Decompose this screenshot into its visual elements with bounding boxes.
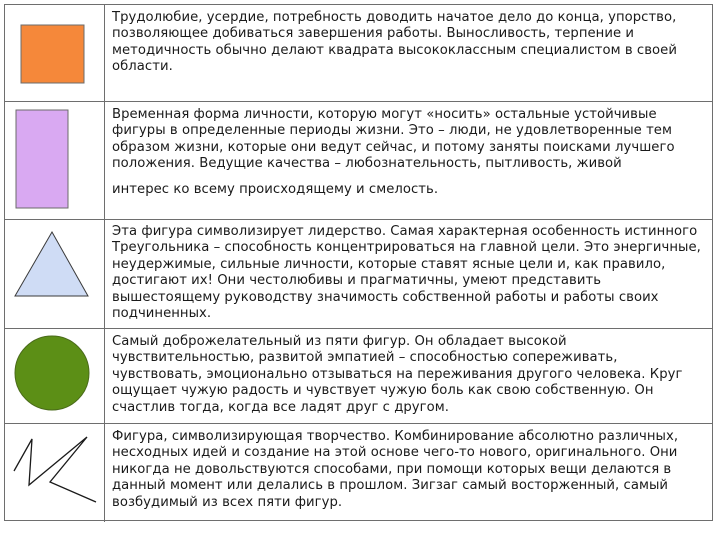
circle-shape xyxy=(5,329,105,424)
description-text xyxy=(112,429,708,511)
square-description: Трудолюбие, усердие, потребность доводить начатое дело до конца, упорство, позволяющее добиваться завершения работы. Выносливость, терпение и методичность обычно делают квадрата высококлассным специалистом в своей области. xyxy=(112,10,677,75)
circle-icon xyxy=(15,336,89,410)
triangle-description: Эта фигура символизирует лидерство. Самая характерная особенность истинного Треугольника – способность концентрироваться на главной цели. Это энергичные, неудержимые, сильные личности, которые ставят ясные цели и, как правило, достигают их! Они честолюбивы и прагматичны, умеют представить вышестоящему руководству значимость собственной работы и работы своих подчиненных. xyxy=(112,224,701,322)
circle-description: Самый доброжелательный из пяти фигур. Он обладает высокой чувствительностью, развитой эмпатией – способностью сопереживать, чувствовать, эмоционально отзываться на переживания другого человека. Круг ощущает чужую радость и чувствует чужую боль как свою собственную. Он счастлив тогда, когда все ладят друг с другом. xyxy=(112,334,683,415)
description-text xyxy=(112,107,708,198)
shape-cell xyxy=(5,102,105,219)
zigzag-shape xyxy=(5,424,105,522)
table-row-zigzag xyxy=(5,424,712,522)
figures-table xyxy=(4,4,713,521)
table-row-triangle xyxy=(5,220,712,329)
zigzag-description: Фигура, символизирующая творчество. Комбинирование абсолютно различных, несходных идей и создание на этой основе чего-то нового, оригинального. Они никогда не довольствуются способами, при помощи которых вещи делаются в данный момент или делались в прошлом. Зигзаг самый восторженный, самый возбудимый из всех пяти фигур. xyxy=(112,429,679,510)
rectangle-icon xyxy=(16,110,68,208)
triangle-shape xyxy=(5,220,105,329)
table-row-rectangle xyxy=(5,102,712,220)
square-shape xyxy=(5,5,105,102)
shape-cell xyxy=(5,5,105,101)
triangle-icon xyxy=(15,232,88,296)
description-text xyxy=(112,334,708,416)
description-text xyxy=(112,10,708,76)
shape-cell xyxy=(5,329,105,423)
table-row-square xyxy=(5,5,712,102)
rectangle-description-cont: интерес ко всему происходящему и смелость. xyxy=(112,181,439,197)
rectangle-description: Временная форма личности, которую могут «носить» остальные устойчивые фигуры в определенные периоды жизни. Это – люди, не удовлетворенные тем образом жизни, которые они ведут сейчас, и потому заняты поисками лучшего положения. Ведущие качества – любознательность, пытливость, живой xyxy=(112,107,675,172)
description-text xyxy=(112,224,708,322)
table-row-circle xyxy=(5,329,712,424)
shape-cell xyxy=(5,424,105,522)
zigzag-icon xyxy=(14,437,96,502)
square-icon xyxy=(21,25,84,83)
shape-cell xyxy=(5,220,105,328)
rectangle-shape xyxy=(5,102,105,220)
